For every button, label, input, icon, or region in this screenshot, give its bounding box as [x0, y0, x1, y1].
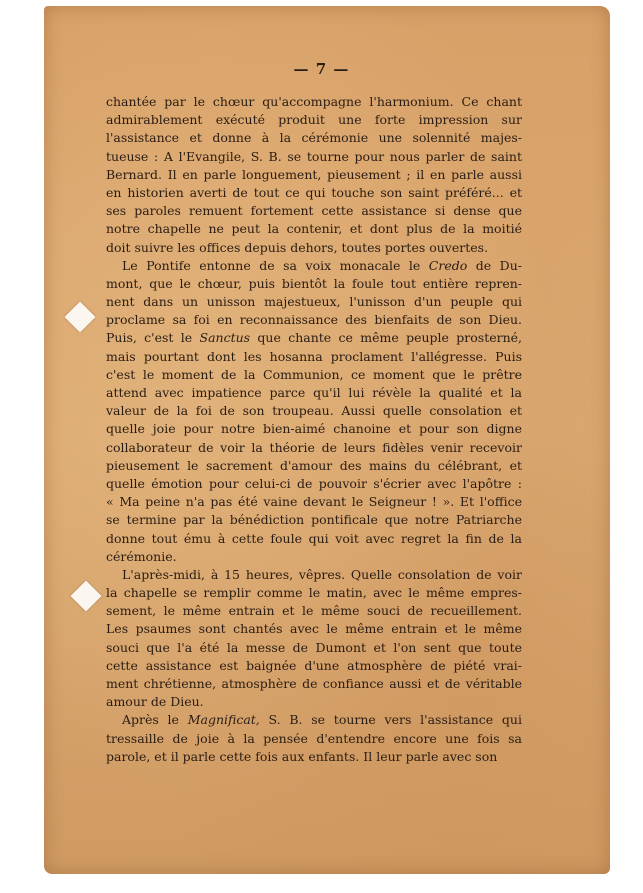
body-text: [106, 93, 522, 766]
page-number: — 7 —: [293, 60, 350, 78]
text-line: se termine par la bénédiction pontificale que notre Patriarche: [106, 512, 522, 528]
text-segment: de Du-: [467, 257, 522, 273]
text-line: mais pourtant dont les hosanna proclament l'allégresse. Puis: [106, 348, 522, 364]
text-line: Les psaumes sont chantés avec le même entrain et le même: [106, 621, 522, 637]
text-segment: que chante ce même peuple prosterné,: [250, 330, 522, 346]
text-line: notre chapelle ne peut la contenir, et dont plus de la moitié: [106, 221, 522, 237]
text-line: parole, et il parle cette fois aux enfants. Il leur parle avec son: [106, 748, 498, 764]
text-segment: Puis, c'est le: [106, 330, 200, 346]
italic-term: Sanctus: [199, 330, 251, 346]
text-line: valeur de la foi de son troupeau. Aussi quelle consolation et: [106, 403, 522, 419]
text-line: tressaille de joie à la pensée d'entendre encore une fois sa: [106, 730, 522, 746]
text-segment: Le Pontife entonne de sa voix monacale le: [122, 257, 429, 273]
text-line: cérémonie.: [106, 548, 177, 564]
text-line: attend avec impatience parce qu'il lui révèle la qualité et la: [106, 385, 522, 400]
text-line: cette assistance est baignée d'une atmosphère de piété vrai-: [106, 657, 522, 673]
text-line: tueuse : A l'Evangile, S. B. se tourne pour nous parler de saint: [106, 148, 522, 164]
text-line: souci que l'a été la messe de Dumont et l'on sent que toute: [106, 639, 522, 655]
text-line: c'est le moment de la Communion, ce moment que le prêtre: [106, 366, 522, 382]
text-line: « Ma peine n'a pas été vaine devant le Seigneur ! ». Et l'office: [106, 494, 522, 510]
text-line: ment chrétienne, atmosphère de confiance aussi et de véritable: [106, 676, 522, 691]
text-line: chantée par le chœur qu'accompagne l'harmonium. Ce chant: [106, 94, 522, 109]
italic-term: Magnificat,: [187, 712, 260, 728]
text-line: Bernard. Il en parle longuement, pieusement ; il en parle aussi: [106, 166, 522, 182]
italic-term: Credo: [428, 257, 468, 273]
text-line: amour de Dieu.: [106, 694, 204, 710]
text-line: doit suivre les offices depuis dehors, toutes portes ouvertes.: [106, 239, 489, 255]
text-line: [106, 329, 522, 347]
paragraph: [106, 93, 522, 257]
paragraph: [106, 711, 522, 766]
paragraph: [106, 566, 522, 712]
text-line: L'après-midi, à 15 heures, vêpres. Quelle consolation de voir: [122, 566, 522, 582]
text-line: proclame sa foi en reconnaissance des bienfaits de son Dieu.: [106, 312, 522, 328]
text-line: la chapelle se remplir comme le matin, avec le même empres-: [106, 585, 522, 601]
text-line: collaborateur de voir la théorie de leurs fidèles venir recevoir: [106, 439, 522, 455]
text-line: en historien averti de tout ce qui touche son saint préféré... et: [106, 184, 522, 200]
text-line: l'assistance et donne à la cérémonie une solennité majes-: [106, 130, 522, 146]
text-line: mont, que le chœur, puis bientôt la foule tout entière repren-: [106, 275, 522, 291]
text-line: sement, le même entrain et le même souci de recueillement.: [106, 603, 522, 619]
text-line: quelle émotion pour celui-ci de pouvoir s'écrier avec l'apôtre :: [106, 475, 522, 491]
text-segment: Après le: [122, 712, 188, 728]
text-line: donne tout ému à cette foule qui voit avec regret la fin de la: [106, 530, 522, 546]
paragraph: [106, 257, 522, 566]
text-segment: S. B. se tourne vers l'assistance qui: [259, 712, 522, 728]
text-line: [106, 257, 522, 275]
text-line: ses paroles remuent fortement cette assistance si dense que: [106, 203, 522, 219]
text-line: [106, 711, 522, 729]
text-line: admirablement exécuté produit une forte impression sur: [106, 112, 522, 128]
text-line: quelle joie pour notre bien-aimé chanoine et pour son digne: [106, 421, 522, 437]
text-line: pieusement le sacrement d'amour des mains du célébrant, et: [106, 457, 522, 473]
text-line: nent dans un unisson majestueux, l'unisson d'un peuple qui: [106, 294, 522, 310]
